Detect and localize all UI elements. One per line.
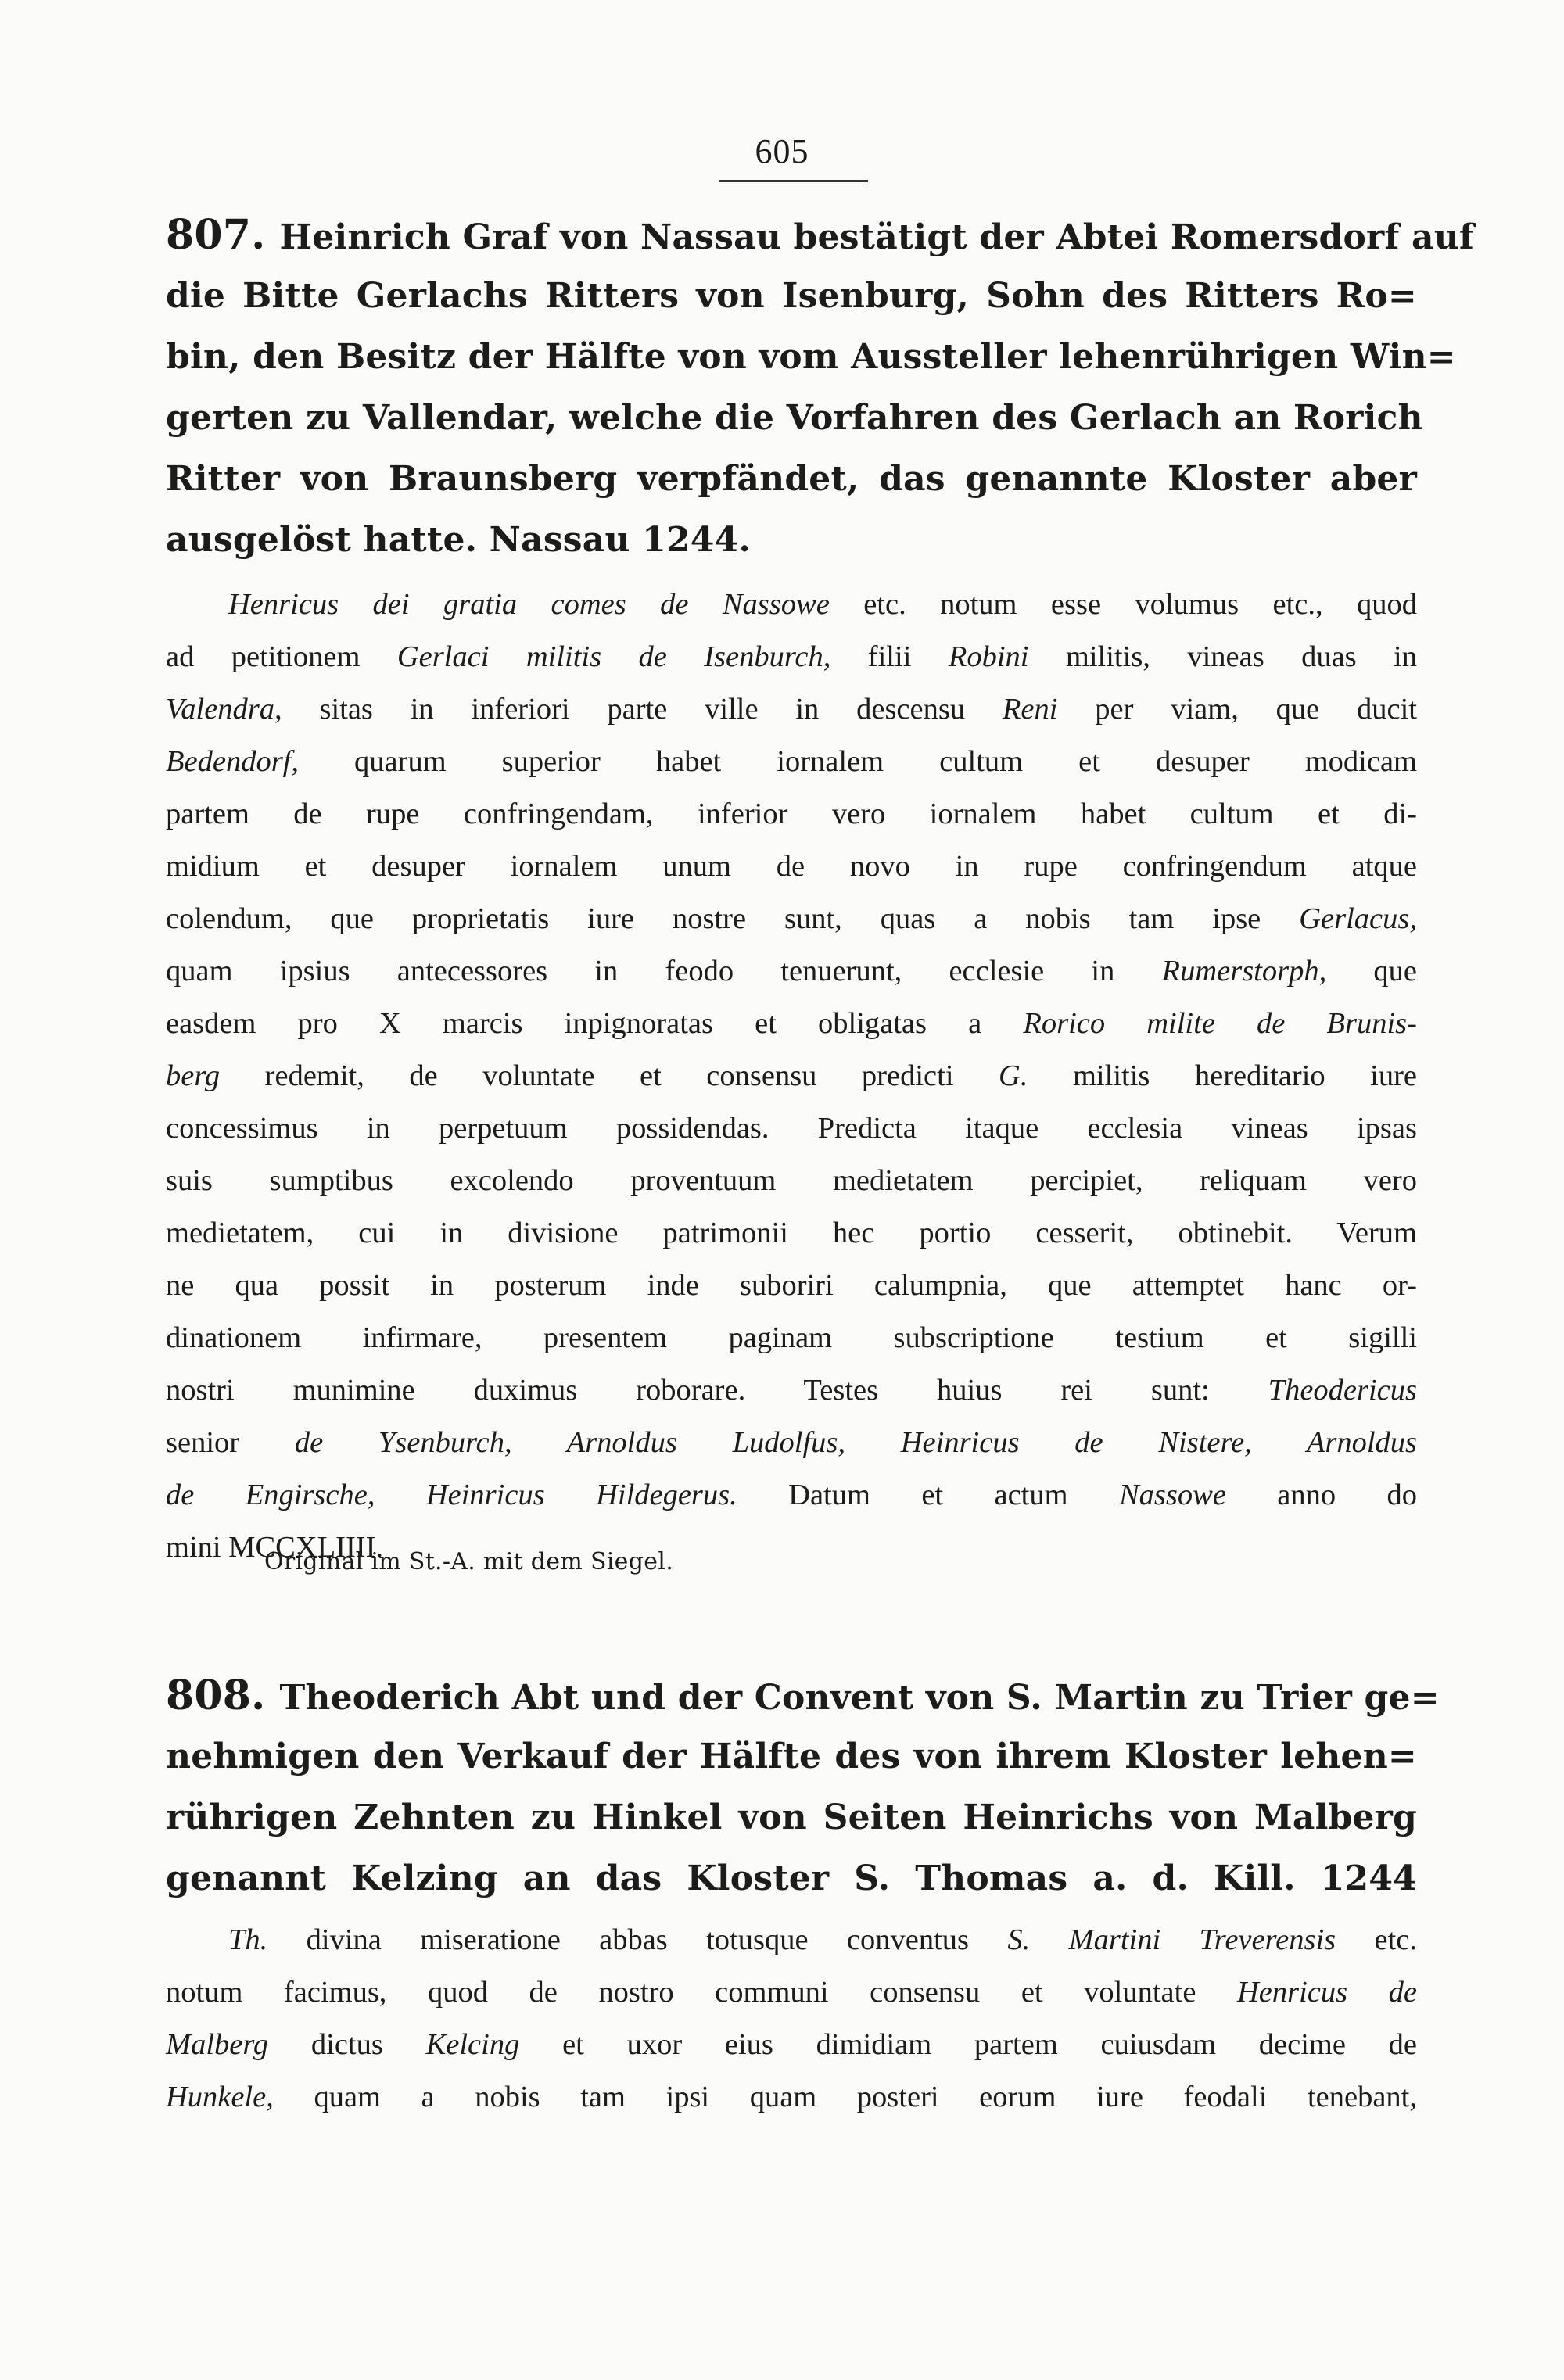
text-line: Th. divina miseratione abbas totusque conventus S. Martini Treverensis etc. bbox=[228, 1923, 1417, 1956]
text-line: dinationem infirmare, presentem paginam subscriptione testium et sigilli bbox=[166, 1321, 1417, 1354]
text-line: Henricus dei gratia comes de Nassowe etc. notum esse volumus etc., quod bbox=[228, 588, 1418, 621]
entry-807-text bbox=[166, 579, 1417, 1574]
entry-number: 808. bbox=[166, 1672, 266, 1719]
entry-807-heading bbox=[166, 205, 1475, 571]
text-line: easdem pro X marcis inpignoratas et obligatas a Rorico milite de Brunis- bbox=[166, 1007, 1417, 1040]
heading-line: gerten zu Vallendar, welche die Vorfahren des Gerlach an Rorich bbox=[166, 398, 1423, 438]
text-line: quam ipsius antecessores in feodo tenuerunt, ecclesie in Rumerstorph, que bbox=[166, 955, 1417, 987]
text-line: berg redemit, de voluntate et consensu predicti G. militis hereditario iure bbox=[166, 1059, 1417, 1092]
text-line: nostri munimine duximus roborare. Testes huius rei sunt: Theodericus bbox=[166, 1374, 1417, 1407]
text-line: mini MCCXLIIII. bbox=[166, 1531, 384, 1564]
entry-number: 807. bbox=[166, 211, 266, 259]
text-line: colendum, que proprietatis iure nostre sunt, quas a nobis tam ipse Gerlacus, bbox=[166, 902, 1417, 935]
heading-line: nehmigen den Verkauf der Hälfte des von ihrem Kloster lehen= bbox=[166, 1737, 1417, 1776]
heading-line: genannt Kelzing an das Kloster S. Thomas a. d. Kill. 1244 bbox=[166, 1858, 1417, 1898]
entry-808-heading bbox=[166, 1665, 1440, 1909]
text-line: Malberg dictus Kelcing et uxor eius dimidiam partem cuiusdam decime de bbox=[166, 2028, 1418, 2061]
text-line: midium et desuper iornalem unum de novo in rupe confringendum atque bbox=[166, 850, 1417, 883]
entry-808-text bbox=[166, 1914, 1417, 2124]
text-line: senior de Ysenburch, Arnoldus Ludolfus, Heinricus de Nistere, Arnoldus bbox=[166, 1426, 1417, 1459]
heading-line: 807. Heinrich Graf von Nassau bestätigt der Abtei Romersdorf auf bbox=[166, 211, 1475, 259]
heading-line: ausgelöst hatte. Nassau 1244. bbox=[166, 520, 751, 560]
text-line: partem de rupe confringendam, inferior vero iornalem habet cultum et di- bbox=[166, 798, 1417, 830]
text-line: ad petitionem Gerlaci militis de Isenburch, filii Robini militis, vineas duas in bbox=[166, 640, 1418, 673]
heading-line: rührigen Zehnten zu Hinkel von Seiten Heinrichs von Malberg bbox=[166, 1798, 1417, 1837]
text-line: suis sumptibus excolendo proventuum medietatem percipiet, reliquam vero bbox=[166, 1164, 1417, 1197]
text-line: Valendra, sitas in inferiori parte ville in descensu Reni per viam, que ducit bbox=[166, 693, 1417, 726]
heading-line: bin, den Besitz der Hälfte von vom Aussteller lehenrührigen Win= bbox=[166, 337, 1456, 377]
heading-line: die Bitte Gerlachs Ritters von Isenburg, Sohn des Ritters Ro= bbox=[166, 276, 1417, 316]
page-number: 605 bbox=[755, 132, 809, 170]
text-line: Bedendorf, quarum superior habet iornalem cultum et desuper modicam bbox=[166, 745, 1417, 778]
text-line: medietatem, cui in divisione patrimonii hec portio cesserit, obtinebit. Verum bbox=[166, 1217, 1417, 1249]
text-line: de Engirsche, Heinricus Hildegerus. Datum et actum Nassowe anno do bbox=[166, 1479, 1417, 1511]
heading-line: Ritter von Braunsberg verpfändet, das genannte Kloster aber bbox=[166, 459, 1417, 499]
text-line: Hunkele, quam a nobis tam ipsi quam posteri eorum iure feodali tenebant, bbox=[166, 2081, 1417, 2113]
heading-line: 808. Theoderich Abt und der Convent von S. Martin zu Trier ge= bbox=[166, 1672, 1440, 1719]
page-number-rule bbox=[719, 180, 868, 182]
text-line: notum facimus, quod de nostro communi consensu et voluntate Henricus de bbox=[166, 1976, 1417, 2009]
source-note: Original im St.-A. mit dem Siegel. bbox=[264, 1548, 674, 1575]
text-line: ne qua possit in posterum inde suboriri calumpnia, que attemptet hanc or- bbox=[166, 1269, 1417, 1302]
text-line: concessimus in perpetuum possidendas. Predicta itaque ecclesia vineas ipsas bbox=[166, 1112, 1417, 1145]
